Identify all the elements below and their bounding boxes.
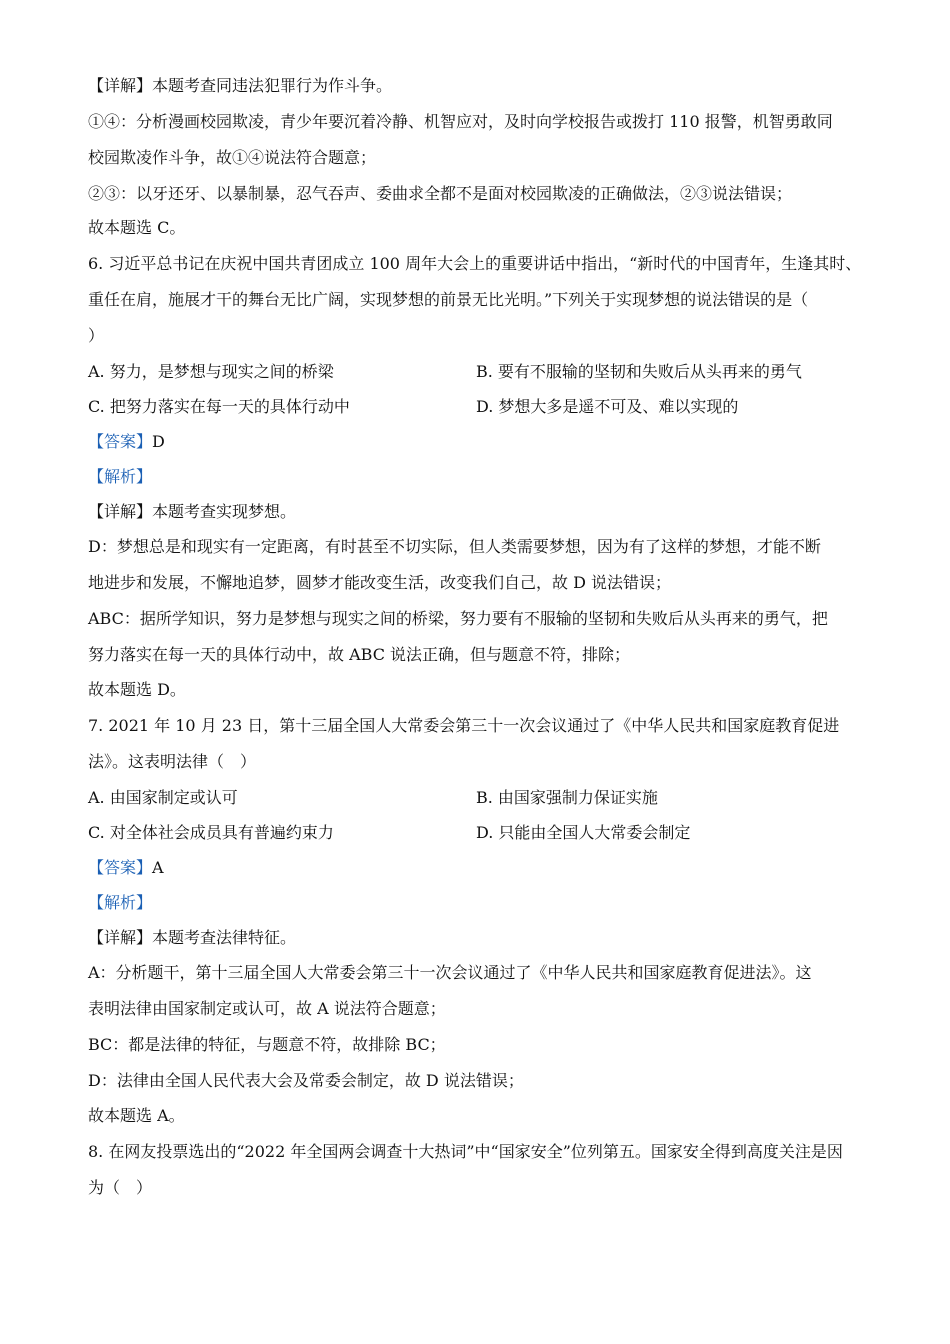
q7-detail-line — [88, 928, 296, 948]
q6-exp-line-4: 努力落实在每一天的具体行动中，故 ABC 说法正确，但与题意不符，排除； — [88, 645, 631, 664]
q7-exp-line-1: A：分析题干，第十三届全国人大常委会第三十一次会议通过了《中华人民共和国家庭教育促进法》。这 — [88, 963, 812, 982]
q6-option-d: D. 梦想大多是遥不可及、难以实现的 — [476, 397, 739, 416]
q7-option-b: B. 由国家强制力保证实施 — [476, 788, 658, 807]
q7-option-c: C. 对全体社会成员具有普遍约束力 — [88, 823, 334, 842]
q6-exp-line-5: 故本题选 D。 — [88, 680, 186, 699]
answer-value: A — [152, 858, 164, 877]
q5-exp-line-4: 故本题选 C。 — [88, 218, 186, 237]
q7-option-a: A. 由国家制定或认可 — [88, 788, 238, 807]
answer-value: D — [152, 432, 165, 451]
q6-analysis-tag: 【解析】 — [88, 467, 153, 486]
q6-detail-line — [88, 502, 296, 522]
q7-exp-line-2: 表明法律由国家制定或认可，故 A 说法符合题意； — [88, 999, 446, 1018]
q6-stem-line-3: ） — [88, 326, 105, 345]
detail-text: 本题考查实现梦想。 — [152, 502, 297, 521]
detail-text: 本题考查法律特征。 — [152, 928, 297, 947]
q8-stem-line-2: 为（ ） — [88, 1178, 153, 1197]
detail-tag: 【详解】 — [88, 502, 153, 521]
q5-exp-line-2: 校园欺凌作斗争，故①④说法符合题意； — [88, 148, 377, 167]
q7-stem-line-1: 7. 2021 年 10 月 23 日，第十三届全国人大常委会第三十一次会议通过了《中华人民共和国家庭教育促进 — [88, 716, 840, 735]
q6-exp-line-2: 地进步和发展，不懈地追梦，圆梦才能改变生活，改变我们自己，故 D 说法错误； — [88, 573, 672, 592]
q7-exp-line-5: 故本题选 A。 — [88, 1106, 185, 1125]
q6-answer-line — [88, 432, 165, 452]
q6-option-c: C. 把努力落实在每一天的具体行动中 — [88, 397, 350, 416]
q5-exp-line-1: ①④：分析漫画校园欺凌，青少年要沉着冷静、机智应对，及时向学校报告或拨打 110 报警，机智勇敢同 — [88, 112, 833, 131]
q6-exp-line-3: ABC：据所学知识，努力是梦想与现实之间的桥梁，努力要有不服输的坚韧和失败后从头再来的勇气，把 — [88, 609, 828, 628]
q6-stem-line-1: 6. 习近平总书记在庆祝中国共青团成立 100 周年大会上的重要讲话中指出，“新时代的中国青年，生逢其时、 — [88, 254, 862, 273]
answer-tag: 【答案】 — [88, 432, 153, 451]
q7-analysis-tag: 【解析】 — [88, 893, 153, 912]
q6-option-a: A. 努力，是梦想与现实之间的桥梁 — [88, 362, 334, 381]
q7-stem-line-2: 法》。这表明法律（ ） — [88, 752, 257, 771]
q5-detail-line — [88, 76, 392, 96]
q6-option-b: B. 要有不服输的坚韧和失败后从头再来的勇气 — [476, 362, 802, 381]
detail-tag: 【详解】 — [88, 76, 153, 95]
q6-exp-line-1: D：梦想总是和现实有一定距离，有时甚至不切实际，但人类需要梦想，因为有了这样的梦想，才能不断 — [88, 537, 821, 556]
answer-tag: 【答案】 — [88, 858, 153, 877]
detail-text: 本题考查同违法犯罪行为作斗争。 — [152, 76, 393, 95]
q6-stem-line-2: 重任在肩，施展才干的舞台无比广阔，实现梦想的前景无比光明。”下列关于实现梦想的说法错误的是（ — [88, 290, 809, 309]
q7-exp-line-4: D：法律由全国人民代表大会及常委会制定，故 D 说法错误； — [88, 1071, 524, 1090]
q8-stem-line-1: 8. 在网友投票选出的“2022 年全国两会调查十大热词”中“国家安全”位列第五。国家安全得到高度关注是因 — [88, 1142, 843, 1161]
q7-answer-line — [88, 858, 164, 878]
q5-exp-line-3: ②③：以牙还牙、以暴制暴，忍气吞声、委曲求全都不是面对校园欺凌的正确做法，②③说法错误； — [88, 184, 793, 203]
q7-exp-line-3: BC：都是法律的特征，与题意不符，故排除 BC； — [88, 1035, 446, 1054]
q7-option-d: D. 只能由全国人大常委会制定 — [476, 823, 691, 842]
detail-tag: 【详解】 — [88, 928, 153, 947]
